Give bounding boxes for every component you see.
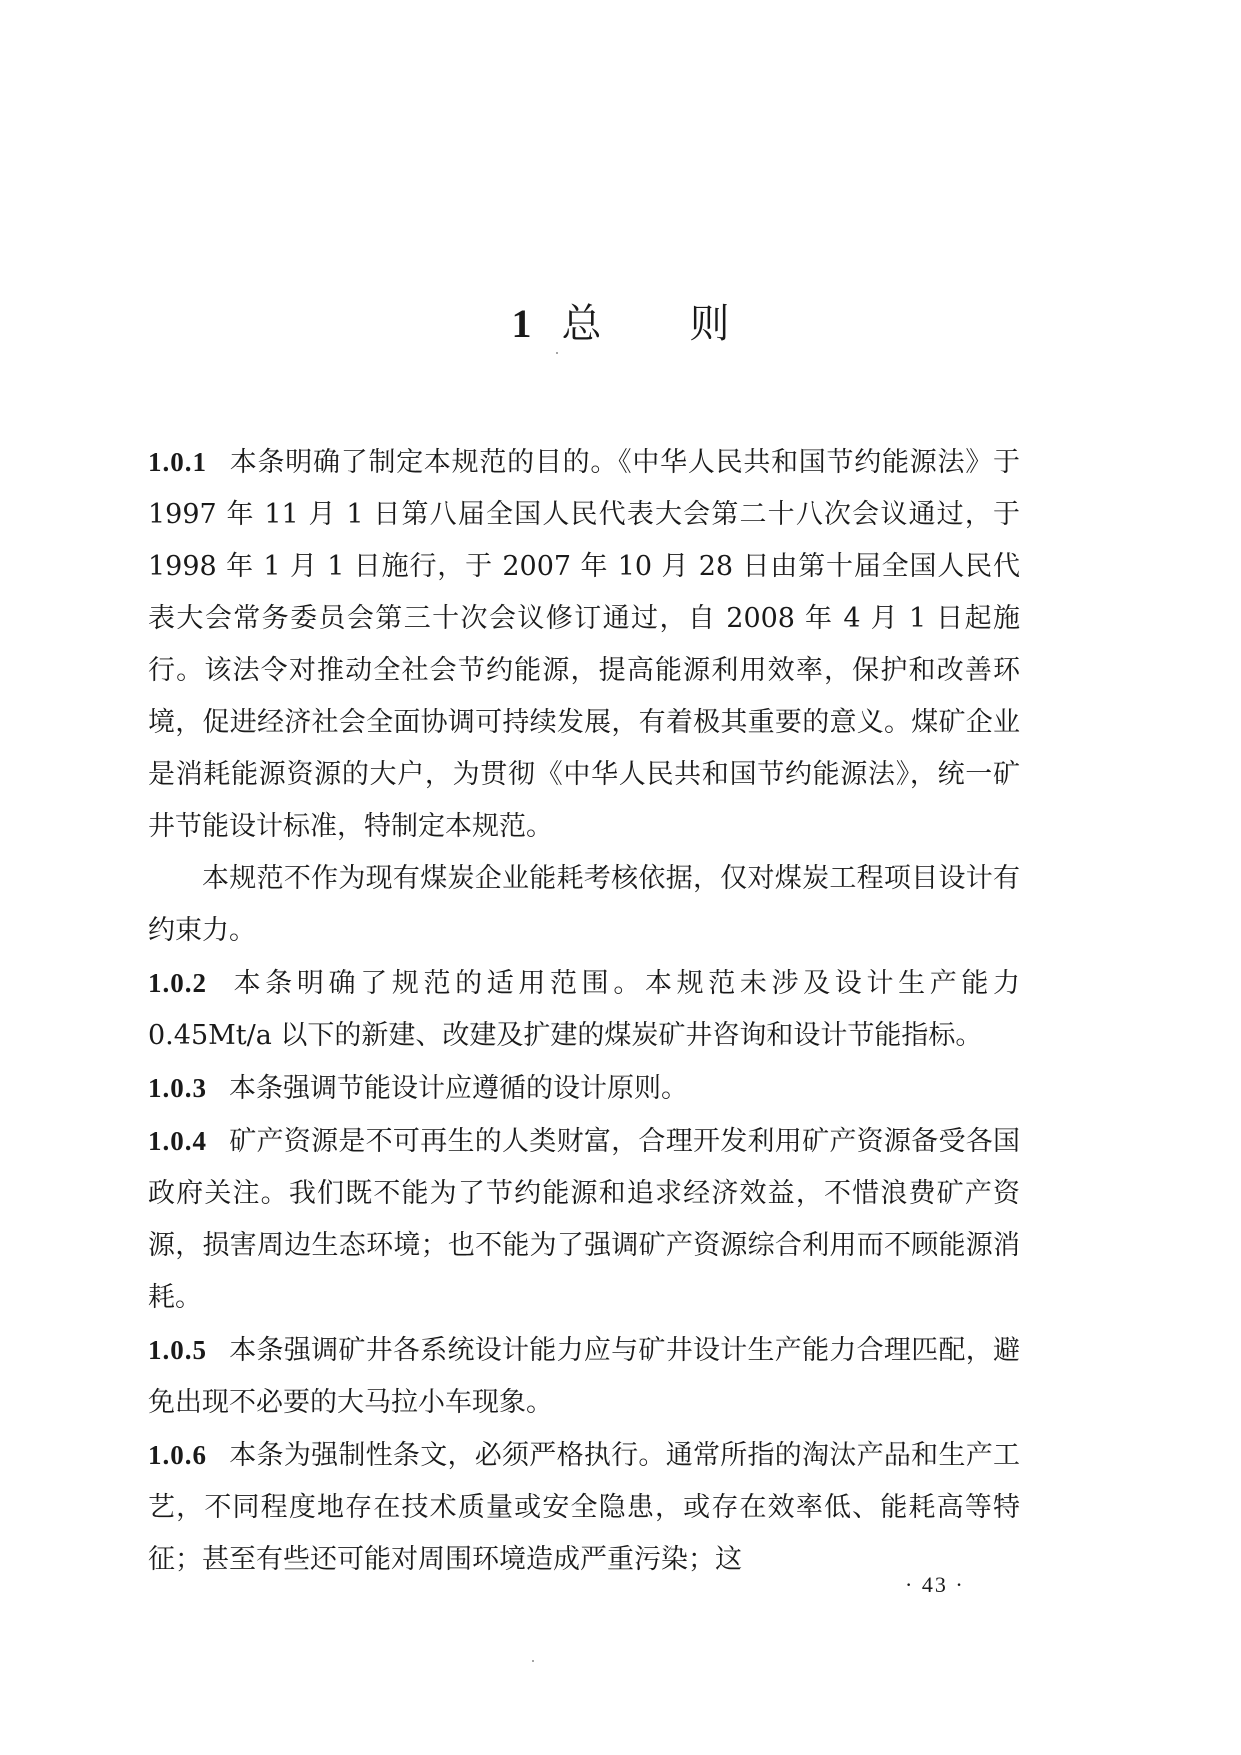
clause-number: 1.0.5 xyxy=(148,1335,207,1365)
clause-1-0-4 xyxy=(148,1115,1020,1324)
clause-1-0-3 xyxy=(148,1062,1020,1115)
paragraph-text: 本规范不作为现有煤炭企业能耗考核依据，仅对煤炭工程项目设计有约束力。 xyxy=(148,863,1020,946)
scan-speck xyxy=(556,352,558,354)
clause-1-0-5 xyxy=(148,1324,1020,1429)
clause-1-0-1-paragraph-2 xyxy=(148,853,1020,957)
document-body xyxy=(148,436,1020,1586)
clause-1-0-2 xyxy=(148,957,1020,1062)
clause-text: 本条明确了规范的适用范围。本规范未涉及设计生产能力 0.45Mt/a 以下的新建、改建及扩建的煤炭矿井咨询和设计节能指标。 xyxy=(148,968,1020,1051)
chapter-title: 总则 xyxy=(561,301,818,347)
clause-text: 矿产资源是不可再生的人类财富，合理开发利用矿产资源备受各国政府关注。我们既不能为了节约能源和追求经济效益，不惜浪费矿产资源，损害周边生态环境；也不能为了强调矿产资源综合利用而不顾能源消耗。 xyxy=(148,1126,1020,1313)
clause-text: 本条为强制性条文，必须严格执行。通常所指的淘汰产品和生产工艺，不同程度地存在技术质量或安全隐患，或存在效率低、能耗高等特征；甚至有些还可能对周围环境造成严重污染；这 xyxy=(148,1440,1020,1575)
clause-text: 本条明确了制定本规范的目的。《中华人民共和国节约能源法》于 1997 年 11 月 1 日第八届全国人民代表大会第二十八次会议通过，于 1998 年 1 月 1 日施行，于 2007 年 10 月 28 日由第十届全国人民代表大会常务委员会第三十次会议修订通过，自 2008 年 4 月 1 日起施行。该法令对推动全社会节约能源，提高能源利用效率，保护和改善环境，促进经济社会全面协调可持续发展，有着极其重要的意义。煤矿企业是消耗能源资源的大户，为贯彻《中华人民共和国节约能源法》，统一矿井节能设计标准，特制定本规范。 xyxy=(148,447,1020,842)
clause-number: 1.0.3 xyxy=(148,1073,207,1103)
clause-text: 本条强调节能设计应遵循的设计原则。 xyxy=(229,1073,688,1104)
clause-number: 1.0.1 xyxy=(148,447,207,477)
clause-1-0-1 xyxy=(148,436,1020,853)
page-number: · 43 · xyxy=(905,1572,965,1597)
scan-speck xyxy=(532,1660,534,1662)
clause-number: 1.0.4 xyxy=(148,1126,207,1156)
chapter-number: 1 xyxy=(511,301,534,346)
clause-text: 本条强调矿井各系统设计能力应与矿井设计生产能力合理匹配，避免出现不必要的大马拉小车现象。 xyxy=(148,1335,1020,1418)
clause-number: 1.0.2 xyxy=(148,968,207,998)
clause-1-0-6 xyxy=(148,1429,1020,1586)
clause-number: 1.0.6 xyxy=(148,1440,207,1470)
chapter-heading xyxy=(0,296,1241,352)
